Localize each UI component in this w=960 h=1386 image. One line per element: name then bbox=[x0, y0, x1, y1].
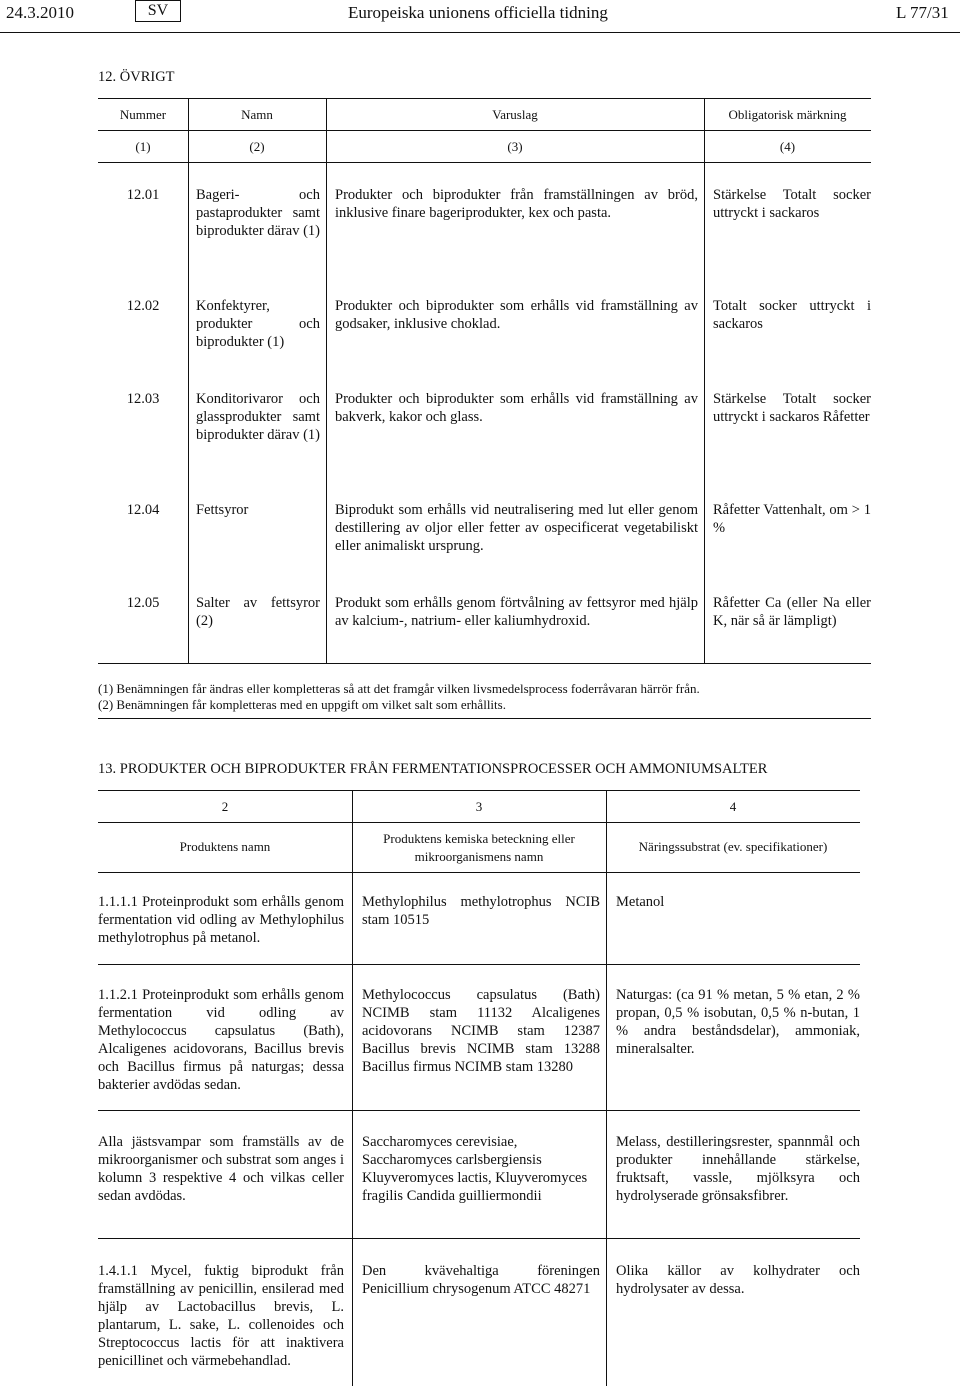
table13-row-rule-2 bbox=[98, 1110, 860, 1111]
colnum-4: 4 bbox=[729, 799, 737, 814]
row-desc: Produkter och biprodukter som erhålls vid framställning av bakverk, kakor och glass. bbox=[335, 391, 698, 425]
row-desc: Produkt som erhålls genom förtvålning av fettsyror med hjälp av kalcium-, natrium- eller kaliumhydroxid. bbox=[335, 595, 698, 629]
row-desc: Produkter och biprodukter som erhålls vid framställning av godsaker, inklusive choklad. bbox=[335, 298, 698, 332]
col-header-namn: Namn bbox=[241, 107, 273, 122]
row-name: Bageri- och pastaprodukter samt biprodukter därav (1) bbox=[196, 187, 321, 239]
row-sub: Naturgas: (ca 91 % metan, 5 % etan, 2 % propan, 0,5 % isobutan, 0,5 % n-butan, 1 % andra beståndsdelar), ammoniak, mineralsalter. bbox=[616, 987, 860, 1057]
table13-row-rule-1 bbox=[98, 964, 860, 965]
colnum-1: (1) bbox=[135, 139, 151, 154]
colnum-2: 2 bbox=[221, 799, 229, 814]
table12-colnum-rule bbox=[98, 162, 871, 163]
row-number: 12.03 bbox=[126, 391, 160, 407]
row-name: Salter av fettsyror (2) bbox=[196, 595, 320, 629]
row-sub: Olika källor av kolhydrater och hydrolysater av dessa. bbox=[616, 1263, 860, 1297]
col-header-produktens-namn: Produktens namn bbox=[179, 839, 271, 854]
row-name: Konditorivaror och glassprodukter samt biprodukter därav (1) bbox=[196, 391, 321, 443]
table12-bottom-rule bbox=[98, 663, 871, 664]
row-number: 12.05 bbox=[126, 595, 160, 611]
row-mark: Råfetter Ca (eller Na eller K, när så är lämpligt) bbox=[713, 595, 871, 629]
row-sub: Metanol bbox=[616, 894, 665, 910]
row-desc: Biprodukt som erhålls vid neutralisering med lut eller genom destillering av oljor eller fetter av ospecificerat vegetabiliskt eller animaliskt ursprung. bbox=[335, 502, 698, 554]
journal-title: Europeiska unionens officiella tidning bbox=[348, 3, 608, 22]
page-header bbox=[0, 0, 960, 26]
header-date: 24.3.2010 bbox=[6, 3, 74, 22]
footnote-rule bbox=[98, 718, 871, 719]
table12-vline-2 bbox=[326, 98, 327, 663]
colnum-2: (2) bbox=[249, 139, 265, 154]
row-mark: Råfetter Vattenhalt, om > 1 % bbox=[713, 502, 871, 536]
row-name: 1.1.1.1 Proteinprodukt som erhålls genom fermentation vid odling av Methylophilus methylotrophus på metanol. bbox=[98, 894, 344, 946]
table13-header-rule bbox=[98, 872, 860, 873]
table13-vline-1 bbox=[352, 790, 353, 1386]
row-org: Saccharomyces cerevisiae, Saccharomyces carlsbergiensis Kluyveromyces lactis, Kluyveromyces fragilis Candida guilliermondii bbox=[362, 1134, 588, 1204]
colnum-4: (4) bbox=[779, 139, 796, 154]
row-number: 12.04 bbox=[126, 502, 160, 518]
table12-top-rule bbox=[98, 98, 871, 99]
row-sub: Melass, destilleringsrester, spannmål och produkter innehållande stärkelse, fruktsaft, vassle, mjölksyra och hydrolyserade grönsaksfibrer. bbox=[616, 1134, 860, 1204]
header-rule bbox=[0, 32, 960, 33]
row-desc: Produkter och biprodukter från framställningen av bröd, inklusive finare bageriprodukter, kex och pasta. bbox=[335, 187, 698, 221]
colnum-3: (3) bbox=[507, 139, 523, 154]
col-header-nummer: Nummer bbox=[119, 107, 167, 122]
col-header-beteckning: Produktens kemiska beteckning eller mikroorganismens namn bbox=[383, 831, 575, 864]
col-header-markning: Obligatorisk märkning bbox=[728, 107, 847, 122]
table13-vline-2 bbox=[606, 790, 607, 1386]
row-name: Fettsyror bbox=[196, 502, 249, 518]
table12-vline-3 bbox=[704, 98, 705, 663]
table13-top-rule bbox=[98, 790, 860, 791]
row-name: 1.4.1.1 Mycel, fuktig biprodukt från framställning av penicillin, ensilerad med hjälp av Lactobacillus brevis, L. plantarum, L. sake, L. collenoides och Streptococcus lactis för att inaktivera penicillinet och värmebehandlad. bbox=[98, 1263, 344, 1369]
col-header-substrat: Näringssubstrat (ev. specifikationer) bbox=[638, 839, 828, 854]
row-org: Methylococcus capsulatus (Bath) NCIMB stam 11132 Alcaligenes acidovorans NCIMB stam 12387 Bacillus brevis NCIMB stam 13288 Bacillus firmus NCIMB stam 13280 bbox=[362, 987, 600, 1075]
row-org: Den kvävehaltiga föreningen Penicillium chrysogenum ATCC 48271 bbox=[362, 1263, 600, 1297]
table13-row-rule-3 bbox=[98, 1238, 860, 1239]
row-number: 12.01 bbox=[126, 187, 160, 203]
row-number: 12.02 bbox=[126, 298, 160, 314]
language-box: SV bbox=[135, 0, 181, 22]
footnote-1: (1) Benämningen får ändras eller kompletteras så att det framgår vilken livsmedelsprocess foderråvaran härrör från. bbox=[98, 681, 700, 696]
row-mark: Stärkelse Totalt socker uttryckt i sackaros bbox=[713, 187, 871, 221]
row-mark: Stärkelse Totalt socker uttryckt i sackaros Råfetter bbox=[713, 391, 871, 425]
row-mark: Totalt socker uttryckt i sackaros bbox=[713, 298, 871, 332]
footnote-2: (2) Benämningen får kompletteras med en uppgift om vilket salt som erhållits. bbox=[98, 697, 506, 712]
section-13-title: 13. PRODUKTER OCH BIPRODUKTER FRÅN FERMENTATIONSPROCESSER OCH AMMONIUMSALTER bbox=[98, 761, 768, 777]
row-org: Methylophilus methylotrophus NCIB stam 10515 bbox=[362, 894, 600, 928]
col-header-varuslag: Varuslag bbox=[492, 107, 538, 122]
section-12-title: 12. ÖVRIGT bbox=[98, 69, 175, 85]
table12-vline-1 bbox=[188, 98, 189, 663]
page-number: L 77/31 bbox=[896, 3, 949, 22]
table13-colnum-rule bbox=[98, 822, 860, 823]
row-name: 1.1.2.1 Proteinprodukt som erhålls genom fermentation vid odling av Methylococcus capsulatus (Bath), Alcaligenes acidovorans, Bacillus brevis och Bacillus firmus på naturgas; dessa bakterier avdödas sedan. bbox=[98, 987, 344, 1093]
table12-header-rule bbox=[98, 130, 871, 131]
row-name: Alla jästsvampar som framställs av de mikroorganismer och substrat som anges i kolumn 3 respektive 4 och vilkas celler sedan avdödas. bbox=[98, 1134, 344, 1204]
colnum-3: 3 bbox=[475, 799, 483, 814]
row-name: Konfektyrer, produkter och biprodukter (1) bbox=[196, 298, 320, 350]
